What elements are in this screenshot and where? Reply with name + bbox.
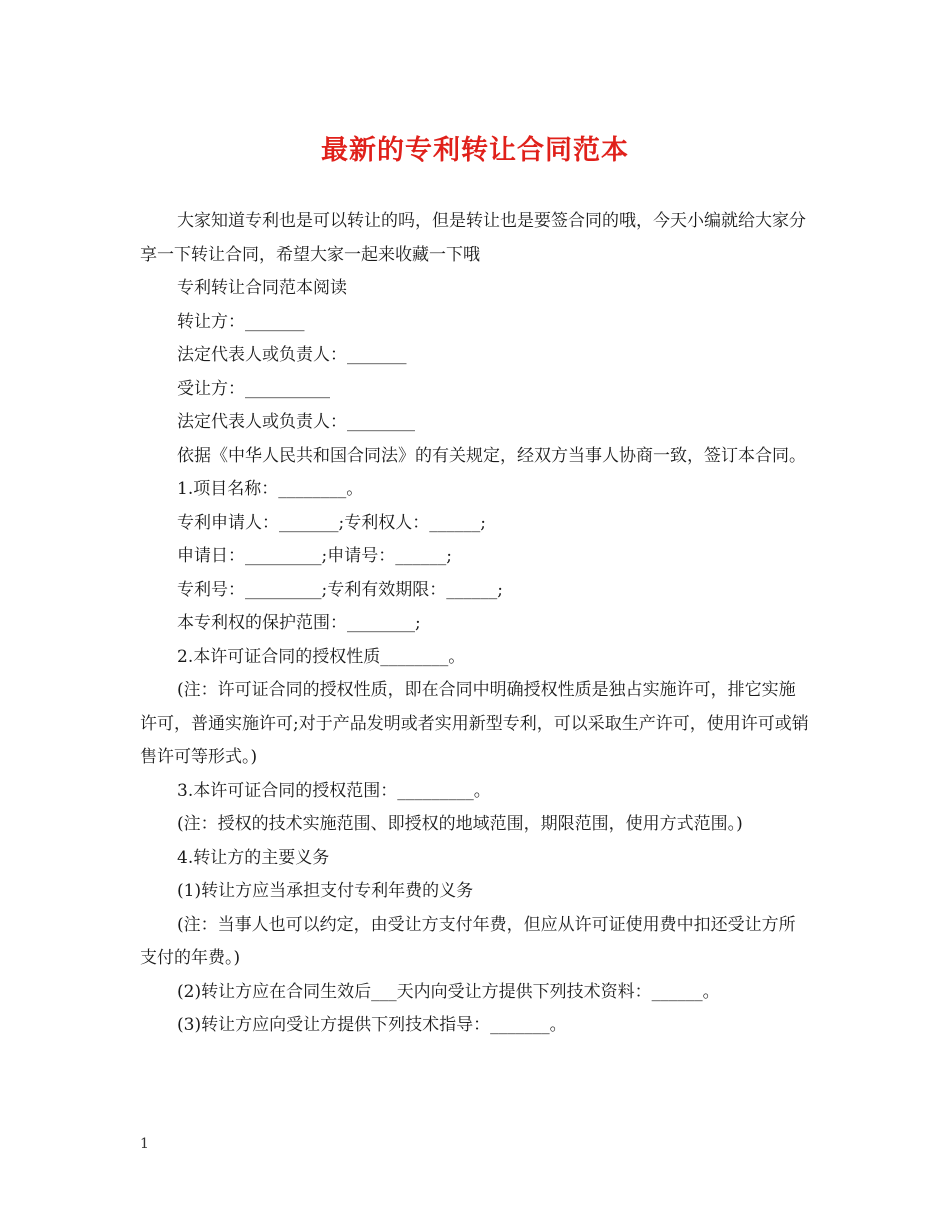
paragraph-obligation-2: (2)转让方应在合同生效后___天内向受让方提供下列技术资料：______。 — [177, 981, 720, 1002]
paragraph-obligation-3: (3)转让方应向受让方提供下列技术指导：_______。 — [177, 1015, 567, 1035]
paragraph-application-date: 申请日：_________;申请号：______; — [177, 546, 452, 566]
paragraph-transferee: 受让方：__________ — [177, 378, 330, 399]
paragraph-obligation-1: (1)转让方应当承担支付专利年费的义务 — [177, 881, 474, 901]
paragraph-item-1: 1.项目名称：________。 — [177, 479, 364, 499]
paragraph-transferee-rep: 法定代表人或负责人：________ — [177, 412, 415, 432]
paragraph-note-3: (注：当事人也可以约定，由受让方支付年费，但应从许可证使用费中扣还受让方所支付的年费。) — [140, 914, 796, 968]
paragraph-heading: 专利转让合同范本阅读 — [177, 278, 347, 298]
paragraph-note-2: (注：授权的技术实施范围、即授权的地域范围，期限范围，使用方式范围。) — [177, 814, 743, 834]
paragraph-transferor-rep: 法定代表人或负责人：_______ — [177, 345, 407, 365]
paragraph-item-4: 4.转让方的主要义务 — [177, 847, 330, 868]
paragraph-patent-number: 专利号：_________;专利有效期限：______; — [177, 579, 503, 600]
paragraph-item-3: 3.本许可证合同的授权范围：_________。 — [177, 780, 491, 801]
paragraph-transferor: 转让方：_______ — [177, 311, 305, 332]
page-number: 1 — [140, 1136, 149, 1152]
paragraph-applicant: 专利申请人：_______;专利权人：______; — [177, 512, 486, 533]
paragraph-intro: 大家知道专利也是可以转让的吗，但是转让也是要签合同的哦，今天小编就给大家分享一下转让合同，希望大家一起来收藏一下哦 — [140, 211, 806, 265]
paragraph-protection-scope: 本专利权的保护范围：________; — [177, 613, 421, 633]
paragraph-note-1: (注：许可证合同的授权性质，即在合同中明确授权性质是独占实施许可，排它实施许可，普通实施许可;对于产品发明或者实用新型专利，可以采取生产许可，使用许可或销售许可等形式。) — [140, 680, 809, 767]
paragraph-legal-basis: 依据《中华人民共和国合同法》的有关规定，经双方当事人协商一致，签订本合同。 — [177, 445, 806, 466]
document-title: 最新的专利转让合同范本 — [321, 135, 629, 166]
paragraph-item-2: 2.本许可证合同的授权性质________。 — [177, 646, 466, 667]
document-body — [140, 205, 812, 1043]
